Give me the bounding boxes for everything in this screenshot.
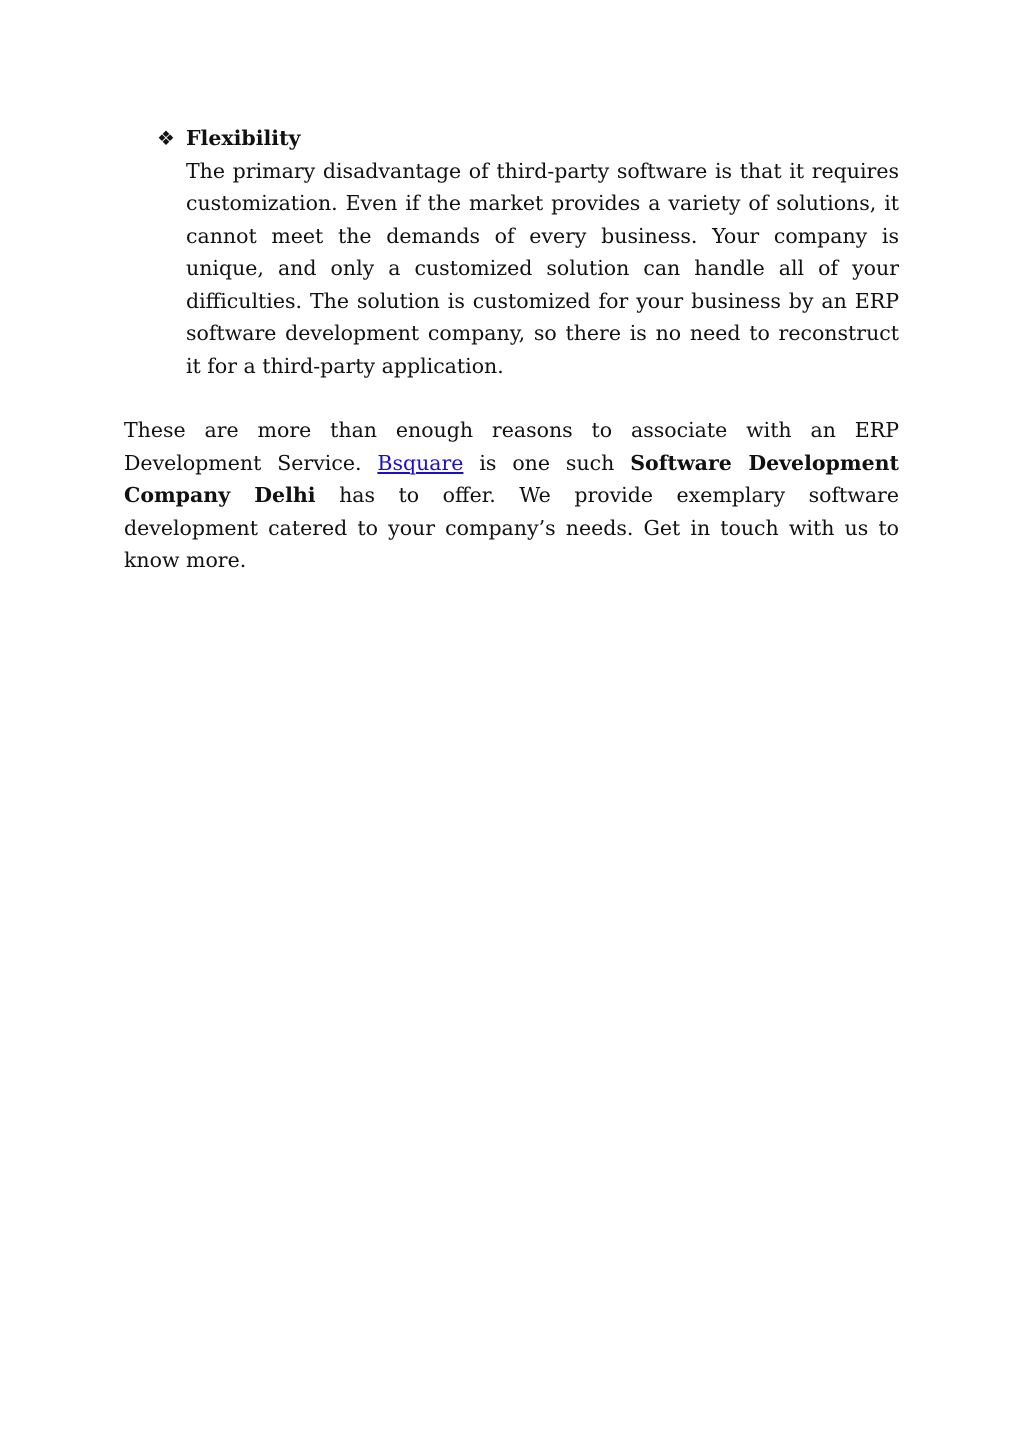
diamond-bullet-icon: ❖ (157, 126, 175, 150)
bullet-body: The primary disadvantage of third-party software is that it requires customization. Even if the market provides a variety of solutions, it cannot meet the demands of every business. Your company is unique, and only a customized solution can handle all of your difficulties. The solution is customized for your business by an ERP software development company, so there is no need to reconstruct it for a third-party application. (186, 158, 899, 378)
closing-text-1: These are more than enough reasons to associate with an ERP Development Service. (124, 418, 899, 475)
closing-text-2: is one such (463, 450, 631, 475)
closing-paragraph (124, 414, 899, 577)
bsquare-link[interactable]: Bsquare (377, 450, 464, 475)
bullet-title: Flexibility (186, 126, 301, 150)
closing-text-3: has to offer. We provide exemplary software development catered to your company’s needs. Get in touch with us to know more. (124, 483, 899, 572)
company-bold-text: Software Development Company Delhi (124, 450, 899, 507)
page-content (124, 122, 899, 577)
bullet-item-flexibility (124, 122, 899, 382)
